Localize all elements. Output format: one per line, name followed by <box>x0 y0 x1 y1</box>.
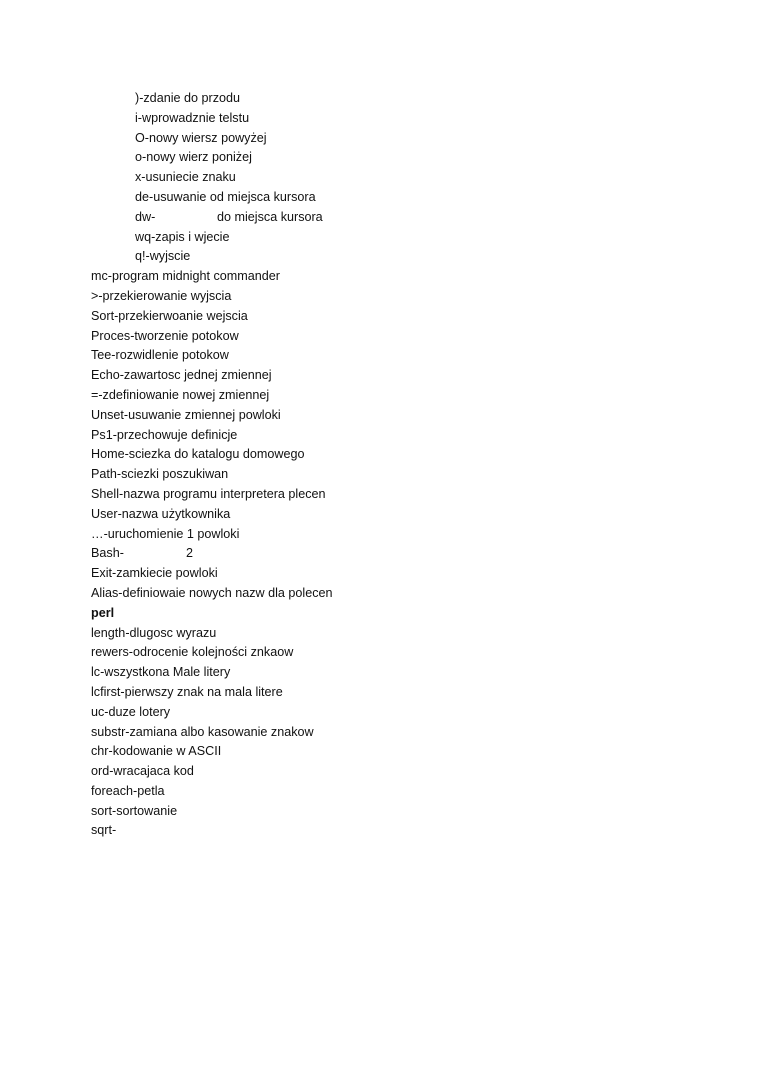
perl-line: foreach-petla <box>91 783 165 798</box>
vi-line: q!-wyjscie <box>135 249 191 264</box>
perl-line: sqrt- <box>91 823 117 838</box>
vi-line: )-zdanie do przodu <box>135 91 241 105</box>
shell-line: Exit-zamkiecie powloki <box>91 566 218 581</box>
vi-line: x-usuniecie znaku <box>135 170 236 185</box>
perl-line: lcfirst-pierwszy znak na mala litere <box>91 684 283 699</box>
vi-line: i-wprowadznie telstu <box>135 110 250 125</box>
shell-line: Shell-nazwa programu interpretera plecen <box>91 486 326 501</box>
shell-line: Unset-usuwanie zmiennej powloki <box>91 407 281 422</box>
perl-line: sort-sortowanie <box>91 803 178 818</box>
vi-line: de-usuwanie od miejsca kursora <box>135 189 316 204</box>
perl-line: length-dlugosc wyrazu <box>91 625 217 640</box>
shell-line: Ps1-przechowuje definicje <box>91 427 238 442</box>
shell-line: =-zdefiniowanie nowej zmiennej <box>91 387 270 402</box>
shell-line-bash <box>91 544 691 564</box>
bash-value: 2 <box>186 546 194 561</box>
dw-description: do miejsca kursora <box>217 209 323 224</box>
perl-line: chr-kodowanie w ASCII <box>91 744 222 759</box>
vi-line-dw <box>91 208 691 228</box>
shell-line: Proces-tworzenie potokow <box>91 328 239 343</box>
vi-line: wq-zapis i wjecie <box>135 229 230 244</box>
perl-line: uc-duze lotery <box>91 704 171 719</box>
shell-line: Echo-zawartosc jednej zmiennej <box>91 368 272 383</box>
bash-command: Bash- <box>91 546 124 561</box>
document-body <box>91 89 691 841</box>
perl-heading: perl <box>91 605 115 620</box>
shell-line: …-uruchomienie 1 powloki <box>91 526 240 541</box>
shell-line: Home-sciezka do katalogu domowego <box>91 447 305 462</box>
perl-line: lc-wszystkona Male litery <box>91 665 231 680</box>
perl-line: rewers-odrocenie kolejności znkaow <box>91 645 294 660</box>
perl-line: ord-wracajaca kod <box>91 764 194 779</box>
shell-line: Alias-definiowaie nowych nazw dla polecen <box>91 585 333 600</box>
perl-line: substr-zamiana albo kasowanie znakow <box>91 724 314 739</box>
dw-command: dw- <box>135 209 156 224</box>
shell-line: User-nazwa użytkownika <box>91 506 231 521</box>
vi-line: o-nowy wierz poniżej <box>135 150 252 165</box>
vi-line: O-nowy wiersz powyżej <box>135 130 267 145</box>
shell-line: Tee-rozwidlenie potokow <box>91 348 229 363</box>
shell-line: >-przekierowanie wyjscia <box>91 288 232 303</box>
shell-line: mc-program midnight commander <box>91 269 280 284</box>
shell-line: Path-sciezki poszukiwan <box>91 467 229 482</box>
shell-line: Sort-przekierwoanie wejscia <box>91 308 248 323</box>
